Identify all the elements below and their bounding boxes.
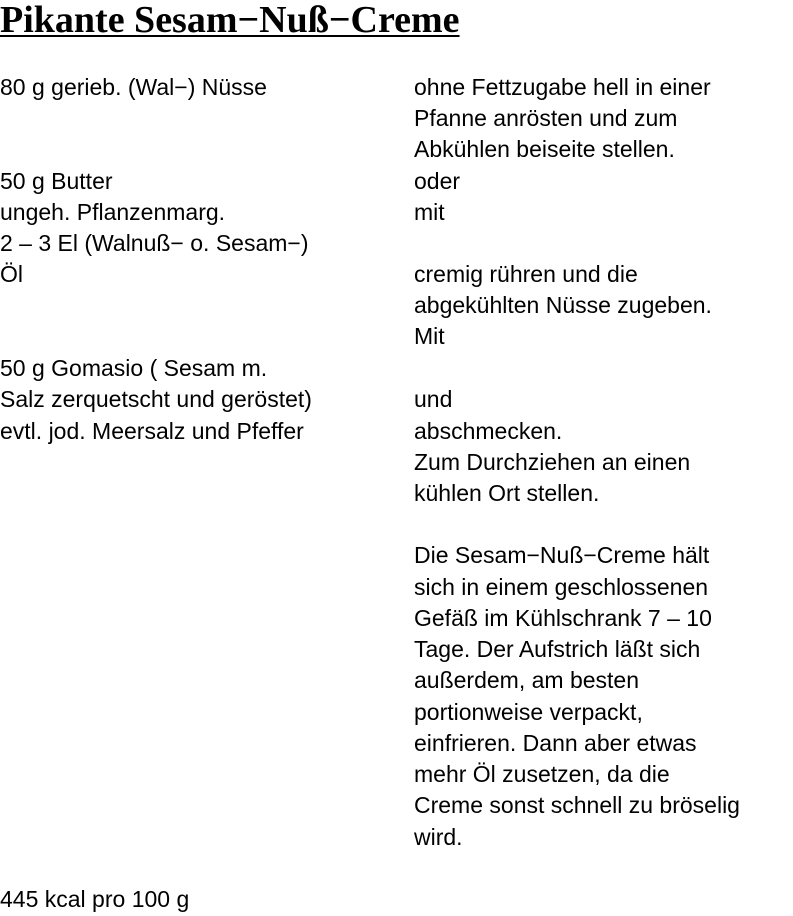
instruction-line: Zum Durchziehen an einen — [414, 449, 691, 475]
instruction-line: sich in einem geschlossenen — [414, 574, 709, 600]
ingredient-line: Salz zerquetscht und geröstet) — [0, 386, 312, 412]
instruction-line: Tage. Der Aufstrich läßt sich — [414, 636, 701, 662]
ingredient-line: 50 g Butter — [0, 168, 113, 194]
instruction-line: ohne Fettzugabe hell in einer — [414, 74, 711, 100]
instruction-line: oder — [414, 168, 461, 194]
instruction-line: außerdem, am besten — [414, 667, 640, 693]
ingredient-line: 50 g Gomasio ( Sesam m. — [0, 355, 268, 381]
instruction-line: Gefäß im Kühlschrank 7 – 10 — [414, 605, 712, 631]
instruction-line: mit — [414, 199, 445, 225]
ingredient-line: Öl — [0, 261, 23, 287]
instruction-line: wird. — [414, 824, 463, 850]
instruction-line: Pfanne anrösten und zum — [414, 105, 678, 131]
recipe-title: Pikante Sesam−Nuß−Creme — [0, 0, 460, 41]
ingredient-line: evtl. jod. Meersalz und Pfeffer — [0, 418, 304, 444]
ingredient-line: 80 g gerieb. (Wal−) Nüsse — [0, 74, 267, 100]
instruction-line: und — [414, 386, 453, 412]
ingredient-line: ungeh. Pflanzenmarg. — [0, 199, 226, 225]
instruction-line: Abkühlen beiseite stellen. — [414, 136, 675, 162]
instruction-line: portionweise verpackt, — [414, 699, 643, 725]
instruction-line: Die Sesam−Nuß−Creme hält — [414, 542, 710, 568]
instruction-line: kühlen Ort stellen. — [414, 480, 600, 506]
instruction-line: abschmecken. — [414, 418, 563, 444]
ingredient-line: 2 – 3 El (Walnuß− o. Sesam−) — [0, 230, 309, 256]
instruction-line: Mit — [414, 323, 445, 349]
instruction-line: Creme sonst schnell zu bröselig — [414, 792, 740, 818]
instruction-line: einfrieren. Dann aber etwas — [414, 730, 697, 756]
instruction-line: abgekühlten Nüsse zugeben. — [414, 292, 712, 318]
nutrition-info: 445 kcal pro 100 g — [0, 886, 190, 912]
instruction-line: cremig rühren und die — [414, 261, 638, 287]
instruction-line: mehr Öl zusetzen, da die — [414, 761, 670, 787]
